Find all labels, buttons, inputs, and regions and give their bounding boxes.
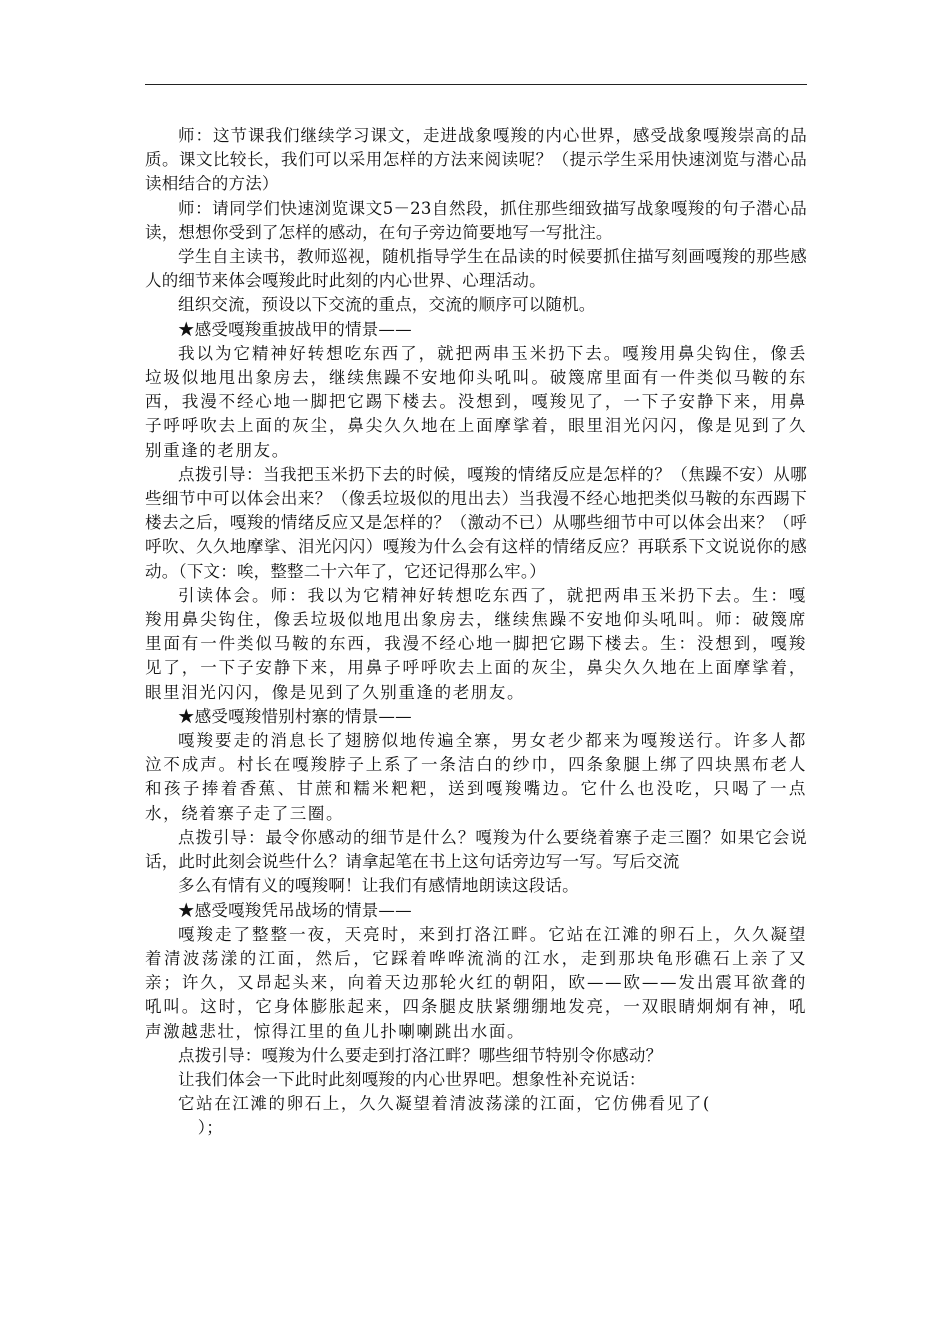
guided-reading: 引读体会。师：我以为它精神好转想吃东西了，就把两串玉米扔下去。生：嘎羧用鼻尖钩住，像丢垃圾似地甩出象房去，继续焦躁不安地仰头吼叫。师：破篾席里面有一件类似马鞍的东西，我漫不经心地一脚把它踢下楼去。生：没想到，嘎羧见了，一下子安静下来，用鼻子呼呼吹去上面的灰尘，鼻尖久久地在上面摩挲着，眼里泪光闪闪，像是见到了久别重逢的老朋友。 (145, 585, 807, 702)
quote-armor: 我以为它精神好转想吃东西了，就把两串玉米扔下去。嘎羧用鼻尖钩住，像丢垃圾似地甩出象房去，继续焦躁不安地仰头吼叫。破篾席里面有一件类似马鞍的东西，我漫不经心地一脚把它踢下楼去。没想到，嘎羧见了，一下子安静下来，用鼻子呼呼吹去上面的灰尘，鼻尖久久地在上面摩挲着，眼里泪光闪闪，像是见到了久别重逢的老朋友。 (145, 343, 807, 460)
paragraph-teacher-intro: 师：这节课我们继续学习课文，走进战象嘎羧的内心世界，感受战象嘎羧崇高的品质。课文比较长，我们可以采用怎样的方法来阅读呢？（提示学生采用快速浏览与潜心品读相结合的方法） (145, 126, 807, 194)
imagination-prompt: 让我们体会一下此时此刻嘎羧的内心世界吧。想象性补充说话： (178, 1069, 646, 1089)
guidance-armor: 点拨引导：当我把玉米扔下去的时候，嘎羧的情绪反应是怎样的？（焦躁不安）从哪些细节中可以体会出来？（像丢垃圾似的甩出去）当我漫不经心地把类似马鞍的东西踢下楼去之后，嘎羧的情绪反应又是怎样的？（激动不已）从哪些细节中可以体会出来？（呼呼吹、久久地摩挲、泪光闪闪）嘎羧为什么会有这样的情绪反应？再联系下文说说你的感动。（下文：唉，整整二十六年了，它还记得那么牢。） (145, 464, 807, 581)
guidance-farewell: 点拨引导：最令你感动的细节是什么？嘎羧为什么要绕着寨子走三圈？如果它会说话，此时此刻会说些什么？请拿起笔在书上这句话旁边写一写。写后交流 (145, 827, 807, 872)
fill-in-blank-end: ）； (197, 1118, 223, 1138)
header-rule (145, 84, 807, 85)
section-heading-armor: ★感受嘎羧重披战甲的情景—— (178, 319, 412, 339)
read-aloud-prompt: 多么有情有义的嘎羧啊！让我们有感情地朗读这段话。 (178, 876, 579, 896)
paragraph-student-reading: 学生自主读书，教师巡视，随机指导学生在品读的时候要抓住描写刻画嘎羧的那些感人的细节来体会嘎羧此时此刻的内心世界、心理活动。 (145, 247, 807, 291)
guidance-battlefield: 点拨引导：嘎羧为什么要走到打洛江畔？哪些细节特别令你感动？ (178, 1045, 663, 1065)
section-heading-battlefield: ★感受嘎羧凭吊战场的情景—— (178, 900, 412, 920)
quote-farewell: 嘎羧要走的消息长了翅膀似地传遍全寨，男女老少都来为嘎羧送行。许多人都泣不成声。村长在嘎羧脖子上系了一条洁白的纱巾，四条象腿上绑了四块黑布老人和孩子捧着香蕉、甘蔗和糯米粑粑，送到嘎羧嘴边。它什么也没吃，只喝了一点水，绕着寨子走了三圈。 (145, 731, 807, 823)
quote-battlefield: 嘎羧走了整整一夜，天亮时，来到打洛江畔。它站在江滩的卵石上，久久凝望着清波荡漾的江面，然后，它踩着哗哗流淌的江水，走到那块龟形礁石上亲了又亲；许久，又昂起头来，向着天边那轮火红的朝阳，欧——欧——发出震耳欲聋的吼叫。这时，它身体膨胀起来，四条腿皮肤紧绷绷地发亮，一双眼睛炯炯有神，吼声激越悲壮，惊得江里的鱼儿扑喇喇跳出水面。 (145, 924, 807, 1041)
section-heading-farewell: ★感受嘎羧惜别村寨的情景—— (178, 706, 412, 726)
document-body (145, 124, 807, 1141)
paragraph-organize-discussion: 组织交流，预设以下交流的重点，交流的顺序可以随机。 (178, 295, 596, 315)
fill-in-sentence: 它站在江滩的卵石上，久久凝望着清波荡漾的江面，它仿佛看见了( (178, 1094, 711, 1114)
paragraph-teacher-instruction: 师：请同学们快速浏览课文5－23自然段，抓住那些细致描写战象嘎羧的句子潜心品读，想想你受到了怎样的感动，在句子旁边简要地写一写批注。 (145, 198, 807, 242)
